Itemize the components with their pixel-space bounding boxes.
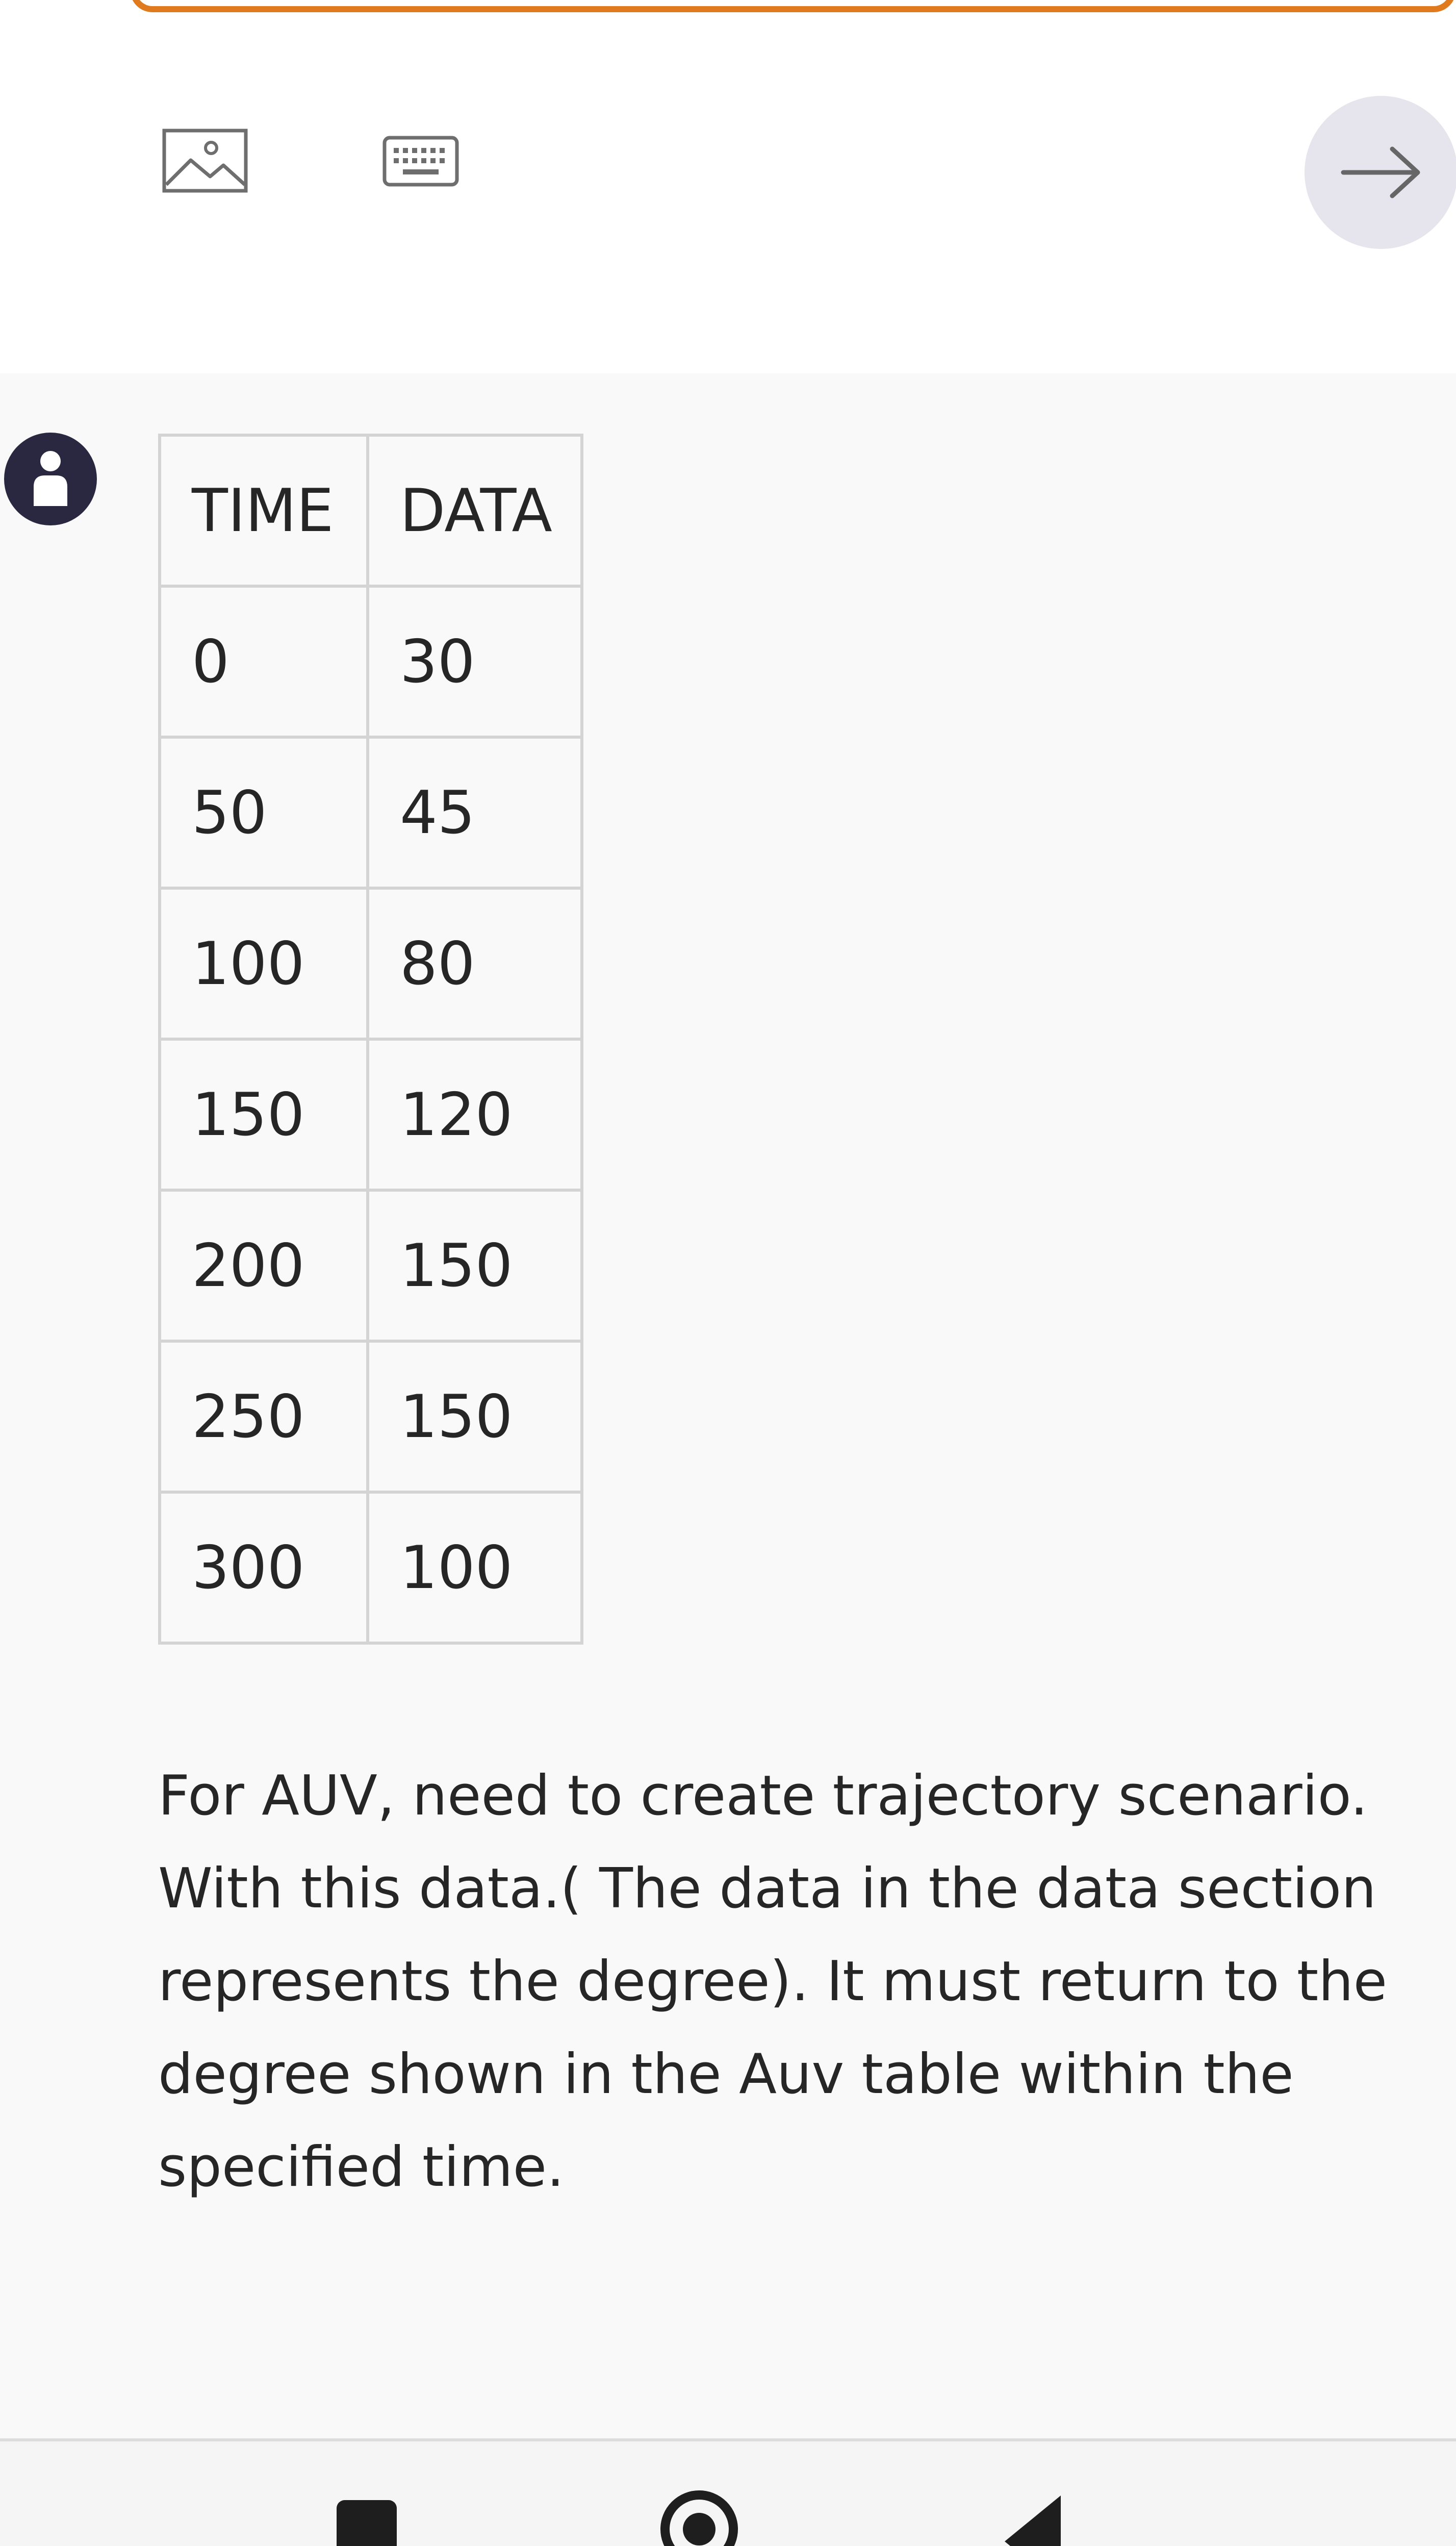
system-nav-bar bbox=[0, 2441, 1456, 2546]
image-icon[interactable] bbox=[162, 129, 248, 193]
time-cell: 300 bbox=[160, 1492, 368, 1643]
time-cell: 0 bbox=[160, 586, 368, 737]
data-cell: 120 bbox=[368, 1039, 582, 1190]
table-row bbox=[160, 1492, 582, 1643]
data-cell: 150 bbox=[368, 1341, 582, 1492]
time-cell: 100 bbox=[160, 888, 368, 1039]
time-cell: 50 bbox=[160, 737, 368, 888]
data-table bbox=[158, 434, 583, 1645]
message-input[interactable] bbox=[130, 0, 1456, 12]
message-composer bbox=[0, 0, 1456, 373]
back-icon[interactable] bbox=[1005, 2495, 1061, 2546]
data-cell: 80 bbox=[368, 888, 582, 1039]
home-icon[interactable] bbox=[660, 2490, 738, 2546]
table-row bbox=[160, 1039, 582, 1190]
data-cell: 45 bbox=[368, 737, 582, 888]
send-button[interactable] bbox=[1305, 96, 1456, 249]
user-icon bbox=[32, 450, 69, 507]
header-time: TIME bbox=[160, 435, 368, 586]
message-text: For AUV, need to create trajectory scenario. With this data.( The data in the data section represents the degree). It must return to the degree shown in the Auv table within the specified time. bbox=[158, 1764, 1388, 2199]
table-row bbox=[160, 586, 582, 737]
table-row bbox=[160, 888, 582, 1039]
data-cell: 150 bbox=[368, 1190, 582, 1341]
time-cell: 250 bbox=[160, 1341, 368, 1492]
recents-icon[interactable] bbox=[337, 2500, 397, 2546]
time-cell: 200 bbox=[160, 1190, 368, 1341]
arrow-right-icon bbox=[1339, 146, 1423, 199]
data-cell: 30 bbox=[368, 586, 582, 737]
data-cell: 100 bbox=[368, 1492, 582, 1643]
table-row bbox=[160, 737, 582, 888]
avatar bbox=[4, 433, 97, 525]
time-cell: 150 bbox=[160, 1039, 368, 1190]
header-data: DATA bbox=[368, 435, 582, 586]
table-row bbox=[160, 1341, 582, 1492]
keyboard-icon[interactable] bbox=[382, 136, 459, 187]
table-row bbox=[160, 1190, 582, 1341]
table-header-row bbox=[160, 435, 582, 586]
